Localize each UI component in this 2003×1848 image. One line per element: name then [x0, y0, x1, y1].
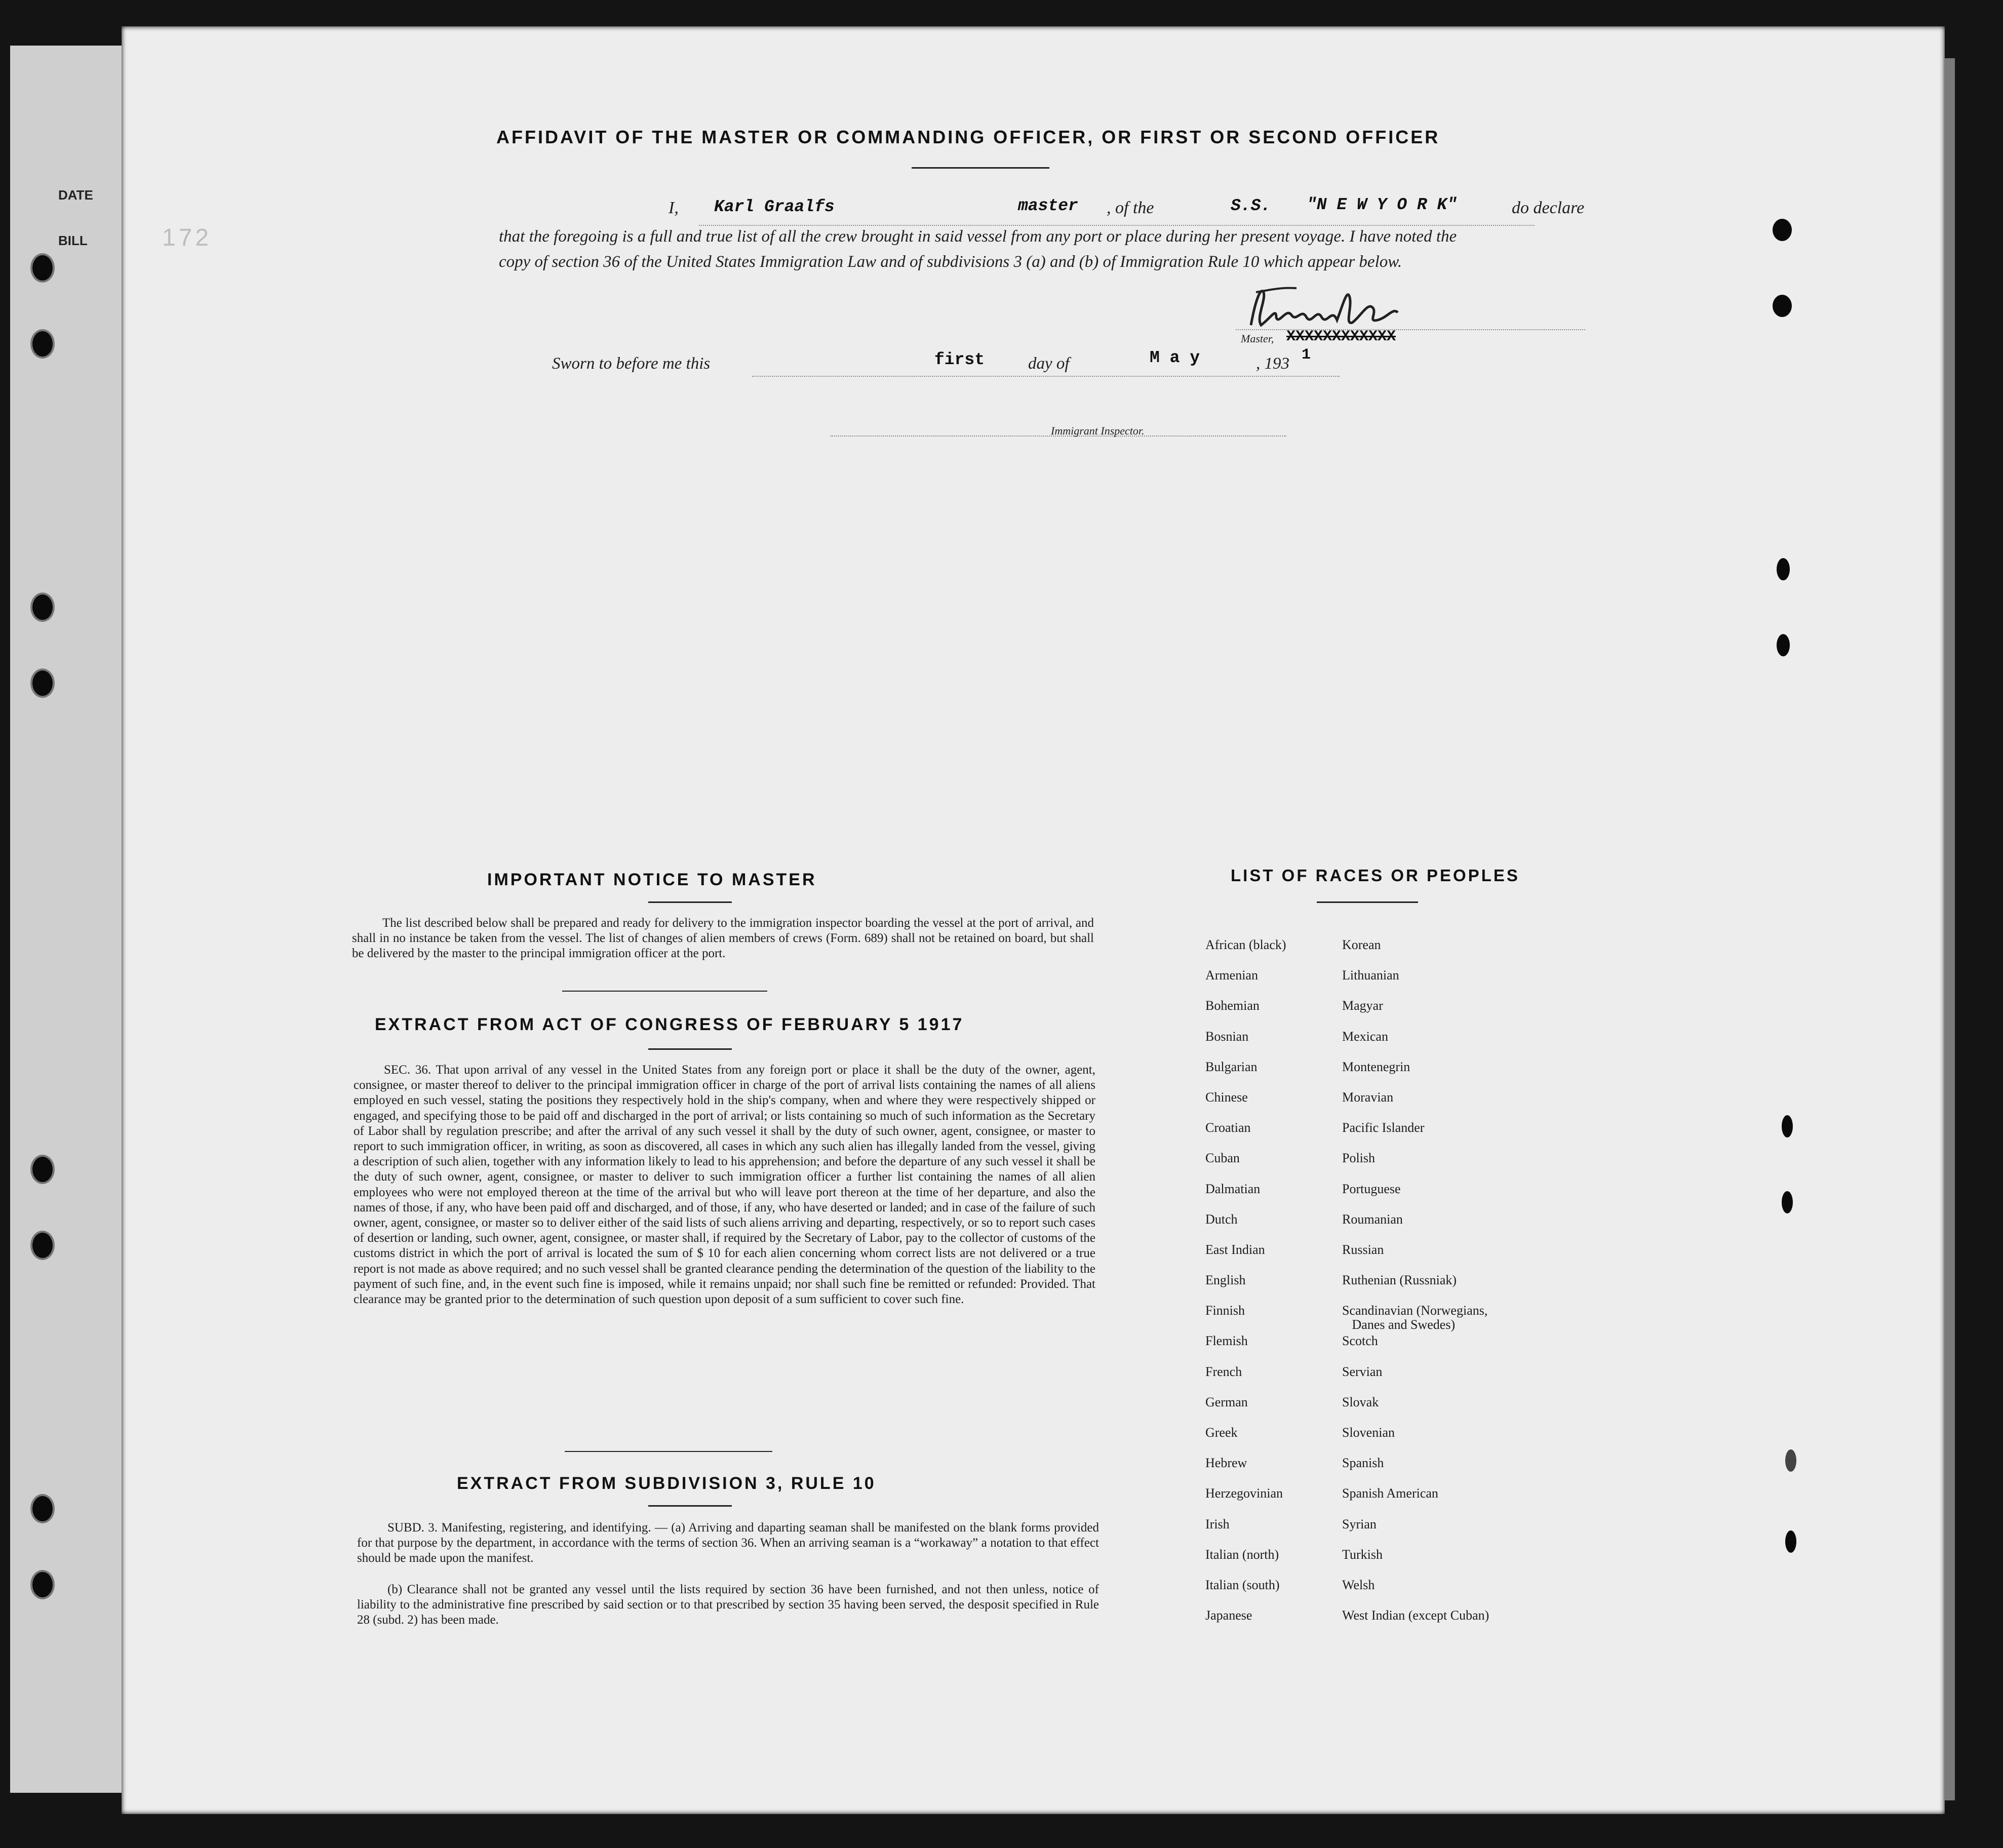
race-row	[1205, 1426, 1661, 1456]
rule-text-b: (b) Clearance shall not be granted any vessel until the lists required by section 36 have been furnished, and not then unless, notice of liability to the administrative fine prescribed by said section or to that prescribed by section 35 having been served, the desposit specified in Rule 28 (subd. 2) has been made.	[357, 1583, 1099, 1627]
race-left: Hebrew	[1205, 1456, 1247, 1471]
race-row	[1205, 1243, 1661, 1273]
sworn-line	[752, 376, 1340, 377]
race-row	[1205, 1060, 1661, 1090]
punch-hole	[1773, 295, 1792, 317]
master-caption: Master,	[1241, 332, 1274, 345]
race-row	[1205, 968, 1661, 999]
race-row	[1205, 1486, 1661, 1517]
punch-hole	[1777, 558, 1790, 580]
binding-hole	[30, 669, 55, 698]
race-row	[1205, 1548, 1661, 1578]
race-right: Spanish American	[1342, 1486, 1438, 1501]
race-left: Herzegovinian	[1205, 1486, 1283, 1501]
inspector-caption: Immigrant Inspector.	[1051, 424, 1145, 437]
rule-title: EXTRACT FROM SUBDIVISION 3, RULE 10	[457, 1474, 876, 1493]
race-row	[1205, 1273, 1661, 1304]
race-right: Portuguese	[1342, 1181, 1401, 1196]
ship-name: "N E W Y O R K"	[1307, 195, 1458, 214]
race-left: Irish	[1205, 1516, 1230, 1531]
race-row	[1205, 1090, 1661, 1121]
race-right: Montenegrin	[1342, 1059, 1410, 1074]
race-right: Welsh	[1342, 1577, 1375, 1592]
race-left: East Indian	[1205, 1242, 1265, 1257]
binding-strip	[10, 46, 123, 1793]
race-left: Chinese	[1205, 1089, 1248, 1105]
race-right: Roumanian	[1342, 1211, 1403, 1227]
race-left: Flemish	[1205, 1333, 1248, 1349]
race-left: Dalmatian	[1205, 1181, 1261, 1196]
punch-hole	[1782, 1115, 1793, 1137]
race-row	[1205, 1182, 1661, 1212]
race-left: Armenian	[1205, 968, 1258, 983]
race-row	[1205, 1456, 1661, 1486]
race-row	[1205, 1517, 1661, 1548]
race-left: Bosnian	[1205, 1029, 1249, 1044]
binding-hole	[30, 1570, 55, 1599]
race-left: Cuban	[1205, 1151, 1240, 1166]
races-list	[1205, 938, 1661, 1639]
races-title: LIST OF RACES OR PEOPLES	[1231, 866, 1520, 885]
race-left: Japanese	[1205, 1608, 1252, 1623]
strip-text: DATE BILL	[58, 187, 93, 248]
race-right: Polish	[1342, 1151, 1376, 1166]
punch-hole	[1777, 634, 1790, 656]
race-right: Syrian	[1342, 1516, 1377, 1531]
race-row	[1205, 1608, 1661, 1639]
race-row	[1205, 1578, 1661, 1608]
binding-hole	[30, 1155, 55, 1184]
master-name: Karl Graalfs	[714, 198, 835, 216]
race-left: French	[1205, 1364, 1242, 1379]
race-left: Italian (south)	[1205, 1577, 1280, 1592]
race-left: English	[1205, 1273, 1246, 1288]
race-row	[1205, 1212, 1661, 1243]
i-label: I,	[669, 199, 679, 217]
race-row	[1205, 1395, 1661, 1426]
notice-text: The list described below shall be prepared and ready for delivery to the immigration inspector boarding the vessel at the port of arrival, and shall in no instance be taken from the vessel. The list of changes of alien members of crews (Form. 689) shall not be retained on board, but shall be delivered by the master to the principal immigration officer at the port.	[352, 916, 1094, 961]
notice-rule	[648, 901, 732, 903]
race-right: Lithuanian	[1342, 968, 1399, 983]
act-separator	[565, 1451, 772, 1452]
race-left: Bohemian	[1205, 998, 1260, 1013]
signature-line	[1236, 329, 1585, 330]
year-suffix: 1	[1302, 346, 1311, 364]
races-rule	[1317, 901, 1418, 903]
year-prefix: , 193	[1256, 355, 1289, 373]
notice-title: IMPORTANT NOTICE TO MASTER	[487, 870, 817, 889]
binding-hole	[30, 1231, 55, 1260]
document-page	[122, 26, 1945, 1814]
sworn-day: first	[934, 350, 985, 369]
race-right: Turkish	[1342, 1547, 1383, 1562]
race-right: Slovak	[1342, 1394, 1379, 1409]
sworn-month: M a y	[1150, 348, 1200, 367]
punch-hole	[1785, 1530, 1796, 1553]
punch-hole	[1782, 1191, 1793, 1213]
race-row	[1205, 1151, 1661, 1182]
rank: master	[1018, 196, 1078, 215]
rule-text-a: SUBD. 3. Manifesting, registering, and identifying. — (a) Arriving and daparting seaman shall be manifested on the blank forms provided for that purpose by the department, in accordance with the terms of section 36. When an arriving seaman is a “workaway” a notation to that effect should be made upon the manifest.	[357, 1521, 1099, 1565]
race-right: Mexican	[1342, 1029, 1388, 1044]
act-rule	[648, 1048, 732, 1050]
struck-title: XXXXXXXXXXXX	[1286, 328, 1396, 345]
race-row	[1205, 938, 1661, 968]
race-right: Russian	[1342, 1242, 1384, 1257]
race-row	[1205, 1304, 1661, 1334]
race-left: Italian (north)	[1205, 1547, 1279, 1562]
race-right: Scotch	[1342, 1333, 1378, 1349]
rule-rule	[648, 1505, 732, 1507]
title-rule	[912, 167, 1049, 169]
race-row	[1205, 1121, 1661, 1151]
day-of-label: day of	[1028, 355, 1070, 373]
do-declare-label: do declare	[1512, 199, 1585, 217]
binding-hole	[30, 1494, 55, 1523]
race-right: Pacific Islander	[1342, 1120, 1425, 1135]
ship-prefix: S.S.	[1231, 196, 1271, 215]
race-right: Moravian	[1342, 1089, 1394, 1105]
race-row	[1205, 1334, 1661, 1364]
race-right: West Indian (except Cuban)	[1342, 1608, 1489, 1623]
race-right: Ruthenian (Russniak)	[1342, 1273, 1457, 1288]
affidavit-title: AFFIDAVIT OF THE MASTER OR COMMANDING OFFICER, OR FIRST OR SECOND OFFICER	[496, 127, 1440, 147]
race-left: Bulgarian	[1205, 1059, 1258, 1074]
race-left: Finnish	[1205, 1303, 1245, 1318]
act-title: EXTRACT FROM ACT OF CONGRESS OF FEBRUARY 5 1917	[375, 1015, 964, 1034]
act-text: SEC. 36. That upon arrival of any vessel in the United States from any foreign port or place it shall be the duty of the owner, agent, consignee, or master thereof to deliver to the principal immigration officer in charge of the port of arrival lists containing the names of all aliens employed en such vessel, stating the positions they respectively hold in the ship's company, when and where they were respectively shipped or engaged, and specifying those to be paid off and discharged in the port of arrival; or lists containing so much of such information as the Secretary of Labor shall by regulation prescribe; and after the arrival of any such vessel it shall by the duty of such owner, agent, consignee, or master to report to such immigration officer, in writing, as soon as discovered, all cases in which any such alien has illegally landed from the vessel, giving a description of such alien, together with any information likely to lead to his apprehension; and before the departure of any such vessel it shall be the duty of such owner, agent, consignee, or master to deliver to such immigration officer a further list containing the names of all alien employees who were not employed thereon at the time of the arrival but who will leave port thereon at the time of her departure, and also the names of those, if any, who have been paid off and discharged, and of those, if any, who have deserted or landed; and in case of the failure of such owner, agent, consignee, or master so to deliver either of the said lists of such aliens arriving and departing, respectively, or so to report such cases of desertion or landing, such owner, agent, consignee, or master shall, if required by the Secretary of Labor, pay to the collector of customs of the customs district in which the port of arrival is located the sum of $ 10 for each alien concerning whom correct lists are not delivered or a true report is not made as above required; and no such vessel shall be granted clearance pending the determination of the question of the liability to the payment of such fine, and, in the event such fine is imposed, while it remains unpaid; nor shall such fine be remitted or refunded: Provided. That clearance may be granted prior to the determination of such question upon deposit of a sum sufficient to cover such fine.	[354, 1063, 1095, 1307]
punch-hole	[1785, 1449, 1796, 1472]
race-left: African (black)	[1205, 937, 1286, 952]
race-right: Servian	[1342, 1364, 1383, 1379]
faint-page-number: 172	[162, 224, 212, 251]
punch-hole	[1773, 219, 1792, 241]
race-left: Croatian	[1205, 1120, 1251, 1135]
affidavit-body: that the foregoing is a full and true list of all the crew brought in said vessel from any port or place during her present voyage. I have noted the copy of section 36 of the United States Immigration Law and of subdivisions 3 (a) and (b) of Immigration Rule 10 which appear below.	[499, 227, 1457, 271]
race-row	[1205, 1030, 1661, 1060]
race-left: Greek	[1205, 1425, 1238, 1440]
binding-hole	[30, 253, 55, 283]
race-row	[1205, 1365, 1661, 1395]
race-left: German	[1205, 1394, 1248, 1409]
race-right: Magyar	[1342, 998, 1383, 1013]
sworn-label: Sworn to before me this	[552, 355, 711, 373]
race-right: Korean	[1342, 937, 1381, 952]
notice-separator	[562, 991, 767, 992]
binding-hole	[30, 329, 55, 359]
race-right: Slovenian	[1342, 1425, 1395, 1440]
race-row	[1205, 999, 1661, 1029]
race-right: Scandinavian (Norwegians, Danes and Swedes)	[1342, 1303, 1488, 1332]
binding-hole	[30, 593, 55, 622]
race-right: Spanish	[1342, 1456, 1384, 1471]
race-left: Dutch	[1205, 1211, 1238, 1227]
of-the-label: , of the	[1107, 199, 1154, 217]
